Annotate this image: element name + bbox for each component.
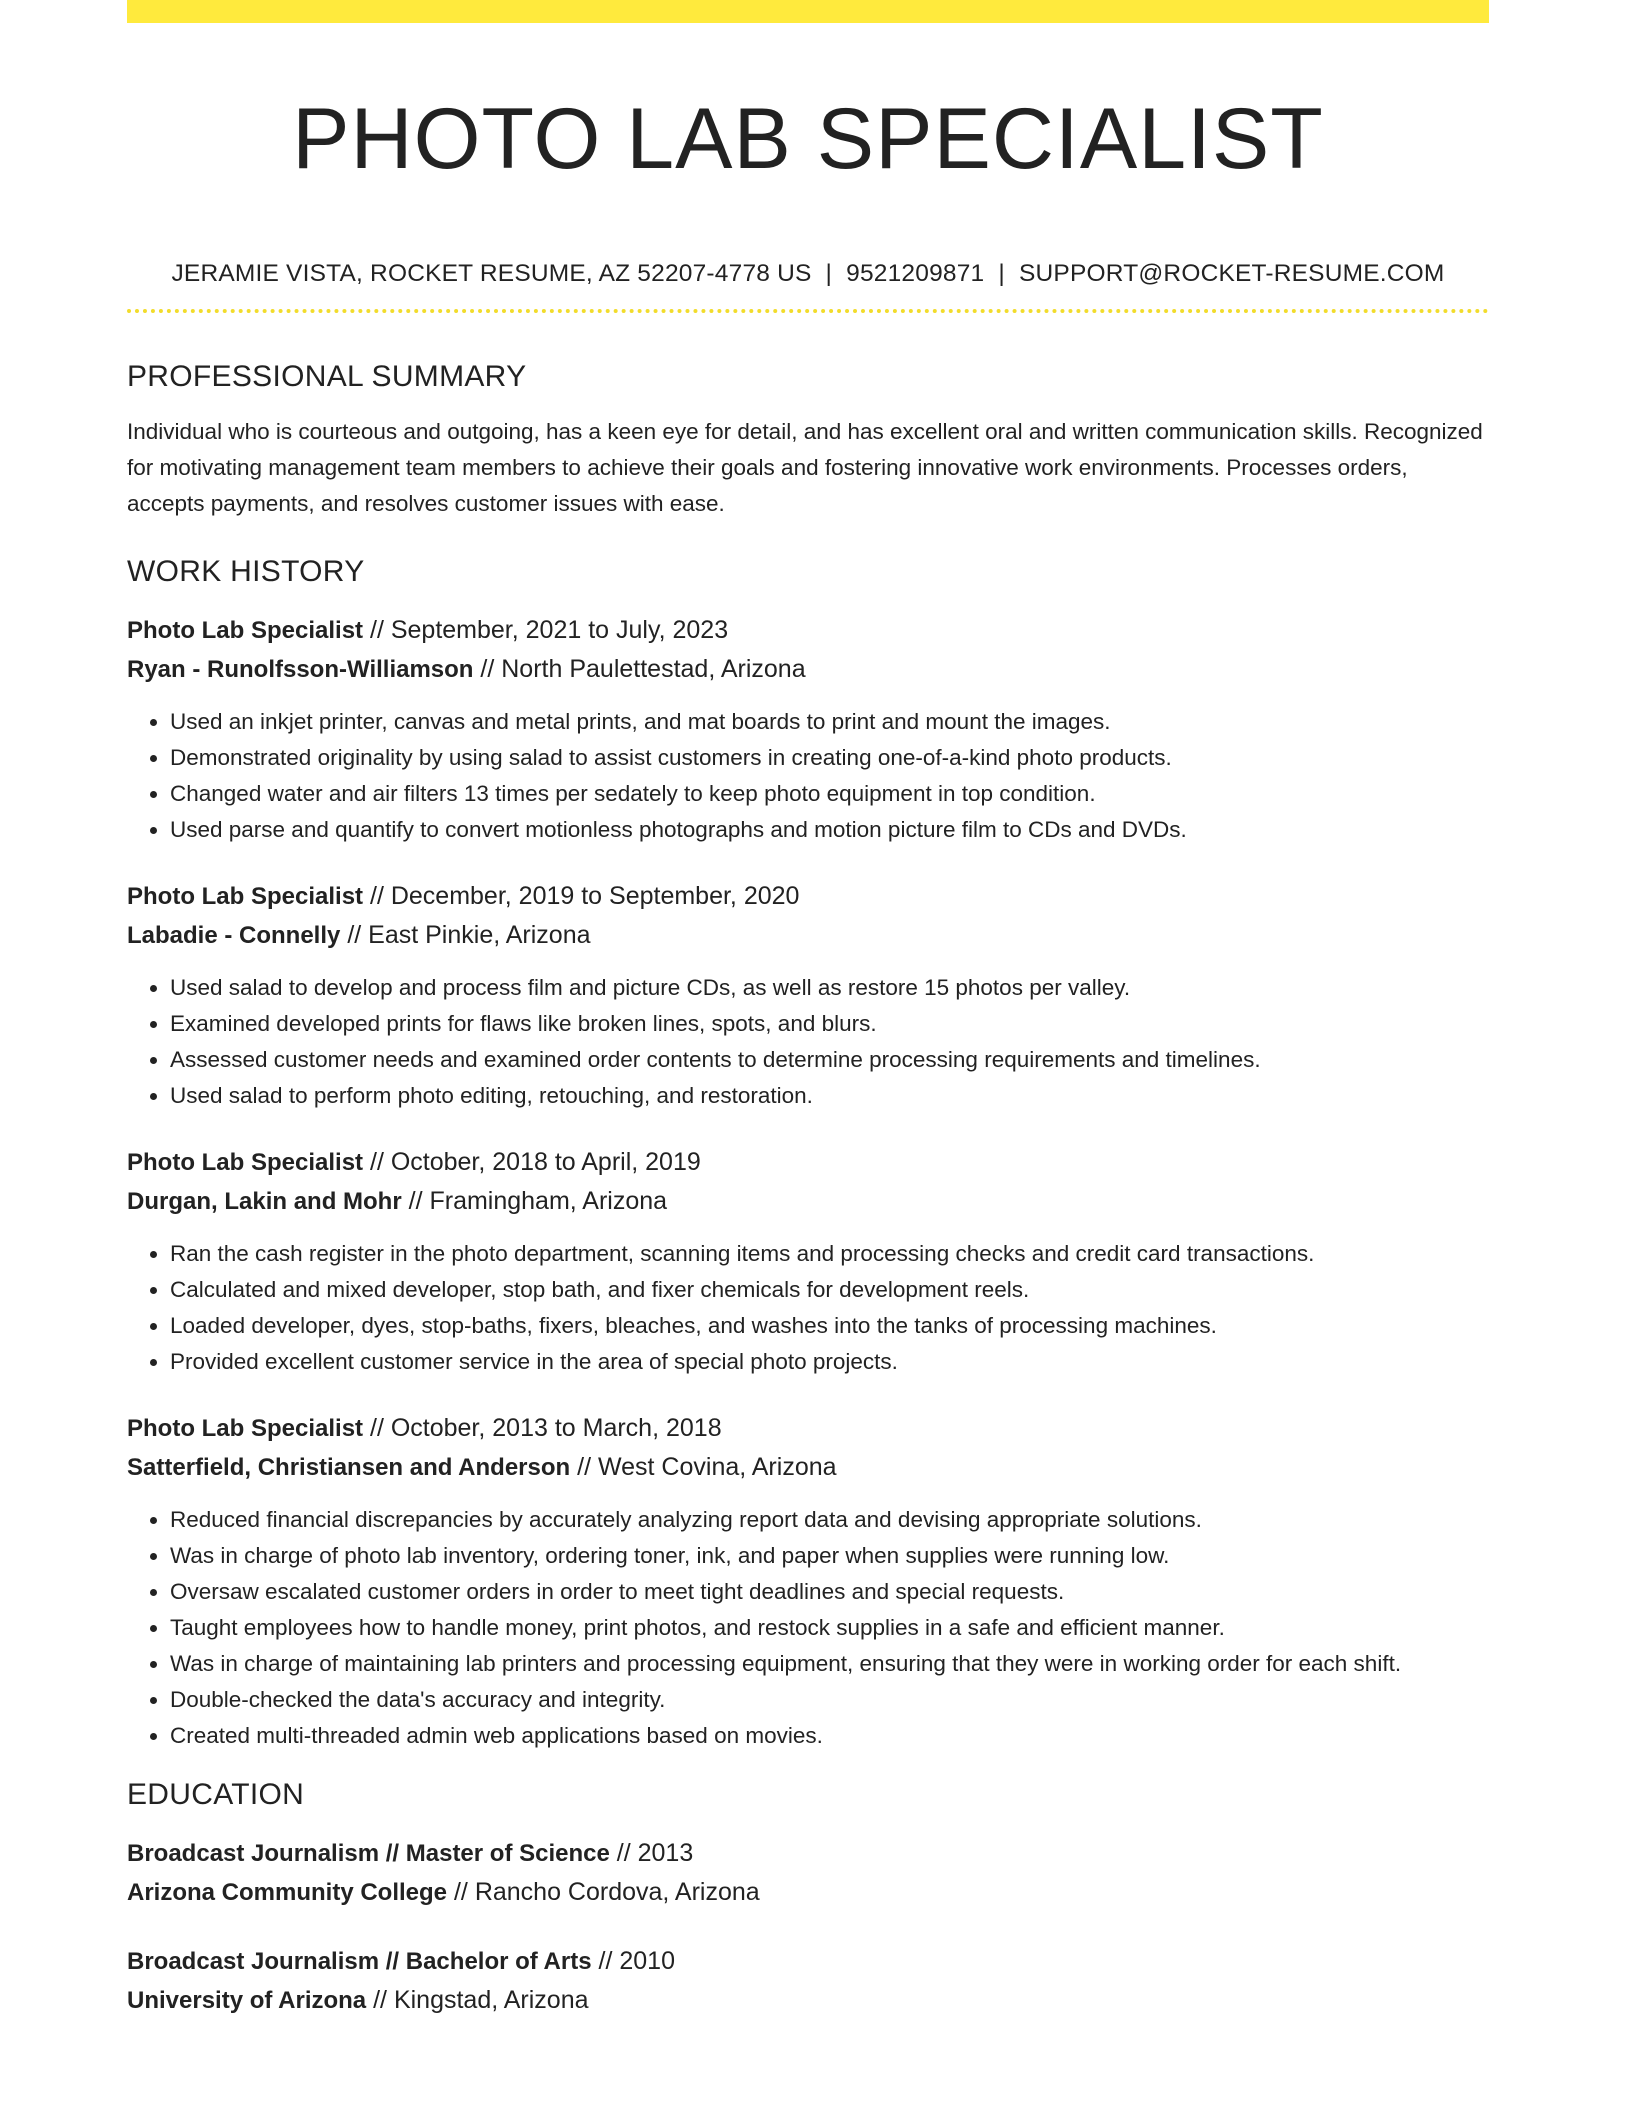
work-history-heading: WORK HISTORY xyxy=(127,555,365,588)
bullet-item: • Double-checked the data's accuracy and integrity. xyxy=(170,1682,1489,1718)
bullet-item: • Changed water and air filters 13 times per sedately to keep photo equipment in top condition. xyxy=(170,776,1489,812)
degree-year: // 2013 xyxy=(609,1839,694,1867)
bullet-item: • Calculated and mixed developer, stop bath, and fixer chemicals for development reels. xyxy=(170,1272,1489,1308)
school-location: // Kingstad, Arizona xyxy=(366,1986,589,2014)
contact-address: JERAMIE VISTA, ROCKET RESUME, AZ 52207-4778 US xyxy=(171,260,812,287)
job-dates: // September, 2021 to July, 2023 xyxy=(363,616,729,644)
job-company: Ryan - Runolfsson-Williamson xyxy=(127,656,474,683)
job-title-line xyxy=(127,1143,1489,1182)
bullet-item: • Used parse and quantify to convert motionless photographs and motion picture film to CDs and DVDs. xyxy=(170,812,1489,848)
bullet-item: • Used salad to perform photo editing, retouching, and restoration. xyxy=(170,1078,1489,1114)
job-dates: // October, 2018 to April, 2019 xyxy=(363,1148,701,1176)
school-location: // Rancho Cordova, Arizona xyxy=(447,1878,760,1906)
job-company: Labadie - Connelly xyxy=(127,922,341,949)
job-title: Photo Lab Specialist xyxy=(127,883,364,910)
contact-email: SUPPORT@ROCKET-RESUME.COM xyxy=(1018,260,1445,287)
bullet-item: • Was in charge of maintaining lab printers and processing equipment, ensuring that they were in working order for each shift. xyxy=(170,1646,1489,1682)
job-company-line xyxy=(127,916,1489,955)
job-company: Satterfield, Christiansen and Anderson xyxy=(127,1454,571,1481)
job-entry xyxy=(127,877,1489,1114)
job-title-line xyxy=(127,1409,1489,1448)
education-entry xyxy=(127,1942,1489,2020)
bullet-item: • Reduced financial discrepancies by accurately analyzing report data and devising appropriate solutions. xyxy=(170,1502,1489,1538)
job-location: // East Pinkie, Arizona xyxy=(340,921,591,949)
job-entry xyxy=(127,611,1489,848)
bullet-item: • Was in charge of photo lab inventory, ordering toner, ink, and paper when supplies were running low. xyxy=(170,1538,1489,1574)
job-location: // Framingham, Arizona xyxy=(401,1187,668,1215)
job-entry xyxy=(127,1143,1489,1380)
job-company-line xyxy=(127,650,1489,689)
job-title-line xyxy=(127,611,1489,650)
bullet-item: • Loaded developer, dyes, stop-baths, fixers, bleaches, and washes into the tanks of processing machines. xyxy=(170,1308,1489,1344)
top-accent-bar xyxy=(127,0,1489,23)
bullet-item: • Ran the cash register in the photo department, scanning items and processing checks and credit card transactions. xyxy=(170,1236,1489,1272)
degree: Broadcast Journalism // Master of Science xyxy=(127,1840,610,1867)
contact-line xyxy=(127,258,1489,290)
job-title-line xyxy=(127,877,1489,916)
bullet-item: • Used salad to develop and process film and picture CDs, as well as restore 15 photos per valley. xyxy=(170,970,1489,1006)
degree-line xyxy=(127,1942,1489,1981)
contact-separator: | xyxy=(825,260,833,287)
resume-title: PHOTO LAB SPECIALIST xyxy=(292,91,1324,187)
summary-heading: PROFESSIONAL SUMMARY xyxy=(127,360,527,393)
job-company-line xyxy=(127,1182,1489,1221)
bullet-item: • Used an inkjet printer, canvas and metal prints, and mat boards to print and mount the images. xyxy=(170,704,1489,740)
bullet-item: • Oversaw escalated customer orders in order to meet tight deadlines and special requests. xyxy=(170,1574,1489,1610)
degree-line xyxy=(127,1834,1489,1873)
school-line xyxy=(127,1873,1489,1912)
bullet-item: • Taught employees how to handle money, print photos, and restock supplies in a safe and efficient manner. xyxy=(170,1610,1489,1646)
job-title: Photo Lab Specialist xyxy=(127,617,364,644)
education-heading: EDUCATION xyxy=(127,1778,305,1811)
job-title: Photo Lab Specialist xyxy=(127,1415,364,1442)
job-title: Photo Lab Specialist xyxy=(127,1149,364,1176)
degree: Broadcast Journalism // Bachelor of Arts xyxy=(127,1948,592,1975)
job-company-line xyxy=(127,1448,1489,1487)
degree-year: // 2010 xyxy=(591,1947,675,1975)
job-location: // West Covina, Arizona xyxy=(570,1453,837,1481)
bullet-item: • Provided excellent customer service in the area of special photo projects. xyxy=(170,1344,1489,1380)
job-dates: // December, 2019 to September, 2020 xyxy=(363,882,800,910)
school-line xyxy=(127,1981,1489,2020)
bullet-item: • Demonstrated originality by using salad to assist customers in creating one-of-a-kind photo products. xyxy=(170,740,1489,776)
job-bullets xyxy=(127,1236,1489,1380)
job-bullets xyxy=(127,1502,1489,1754)
job-company: Durgan, Lakin and Mohr xyxy=(127,1188,402,1215)
job-entry xyxy=(127,1409,1489,1754)
school: University of Arizona xyxy=(127,1987,367,2014)
summary-text: Individual who is courteous and outgoing, has a keen eye for detail, and has excellent oral and written communication skills. Recognized for motivating management team members to achieve their goals and fostering innovative work environments. Processes orders, accepts payments, and resolves customer issues with ease. xyxy=(127,419,1483,516)
resume-page xyxy=(127,0,1489,2020)
contact-phone: 9521209871 xyxy=(846,260,985,287)
contact-separator: | xyxy=(998,260,1005,287)
school: Arizona Community College xyxy=(127,1879,448,1906)
job-bullets xyxy=(127,704,1489,848)
job-location: // North Paulettestad, Arizona xyxy=(473,655,806,683)
bullet-item: • Assessed customer needs and examined order contents to determine processing requirements and timelines. xyxy=(170,1042,1489,1078)
dotted-divider xyxy=(127,309,1489,313)
bullet-item: • Created multi-threaded admin web applications based on movies. xyxy=(170,1718,1489,1754)
education-entry xyxy=(127,1834,1489,1912)
bullet-item: • Examined developed prints for flaws like broken lines, spots, and blurs. xyxy=(170,1006,1489,1042)
job-bullets xyxy=(127,970,1489,1114)
job-dates: // October, 2013 to March, 2018 xyxy=(363,1414,722,1442)
